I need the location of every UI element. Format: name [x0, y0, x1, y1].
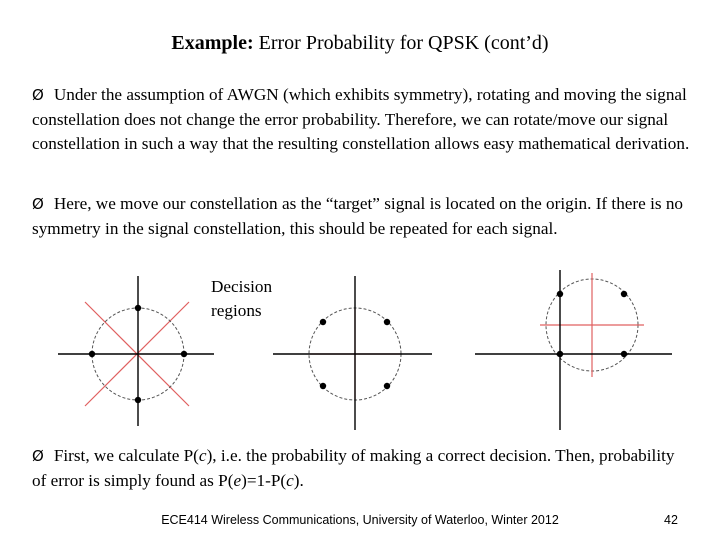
slide-footer: ECE414 Wireless Communications, University of Waterloo, Winter 2012 [161, 513, 559, 527]
constellation-diagram-3 [475, 270, 672, 430]
constellation-diagram-2 [273, 276, 432, 430]
arrow-bullet-icon: Ø [32, 86, 44, 104]
signal-point [135, 305, 141, 311]
bullet-3-text-b: ), i.e. the probability of making a correct decision. Then, probability of error is simply found as P( [32, 446, 675, 490]
bullet-3-c: c [198, 446, 207, 465]
signal-point [557, 291, 563, 297]
title-bold: Example: [171, 32, 254, 54]
signal-point [320, 383, 326, 389]
signal-point [181, 351, 187, 357]
arrow-bullet-icon: Ø [32, 447, 44, 465]
signal-point [621, 291, 627, 297]
signal-point [384, 383, 390, 389]
signal-point [320, 319, 326, 325]
signal-point [621, 351, 627, 357]
bullet-3-e: e [233, 470, 242, 490]
bullet-3-c2: c [286, 470, 294, 490]
signal-point [135, 397, 141, 403]
decision-label-line-1: Decision [211, 277, 273, 296]
page-number: 42 [664, 513, 678, 527]
bullet-3-text-c: )=1-P( [241, 470, 287, 490]
signal-point [557, 351, 563, 357]
decision-label-line-2: regions [211, 301, 262, 320]
signal-point [384, 319, 390, 325]
bullet-3 [32, 444, 692, 493]
signal-point [89, 351, 95, 357]
bullet-1-text: Under the assumption of AWGN (which exhibits symmetry), rotating and moving the signal constellation does not change the error probability. Therefore, we can rotate/move our signal constellation in such a way that the resulting constellation allows easy mathematical derivation. [32, 85, 690, 153]
bullet-2-text: Here, we move our constellation as the “target” signal is located on the origin. If there is no symmetry in the signal constellation, this should be repeated for each signal. [32, 194, 684, 238]
bullet-3-text-a: First, we calculate P( [53, 446, 199, 465]
title-text: Error Probability for QPSK (cont’d) [253, 32, 549, 54]
constellation-diagram-1 [58, 276, 214, 426]
bullet-3-text-d: ). [293, 470, 304, 490]
decision-regions-label [211, 275, 272, 323]
arrow-bullet-icon: Ø [32, 195, 44, 213]
